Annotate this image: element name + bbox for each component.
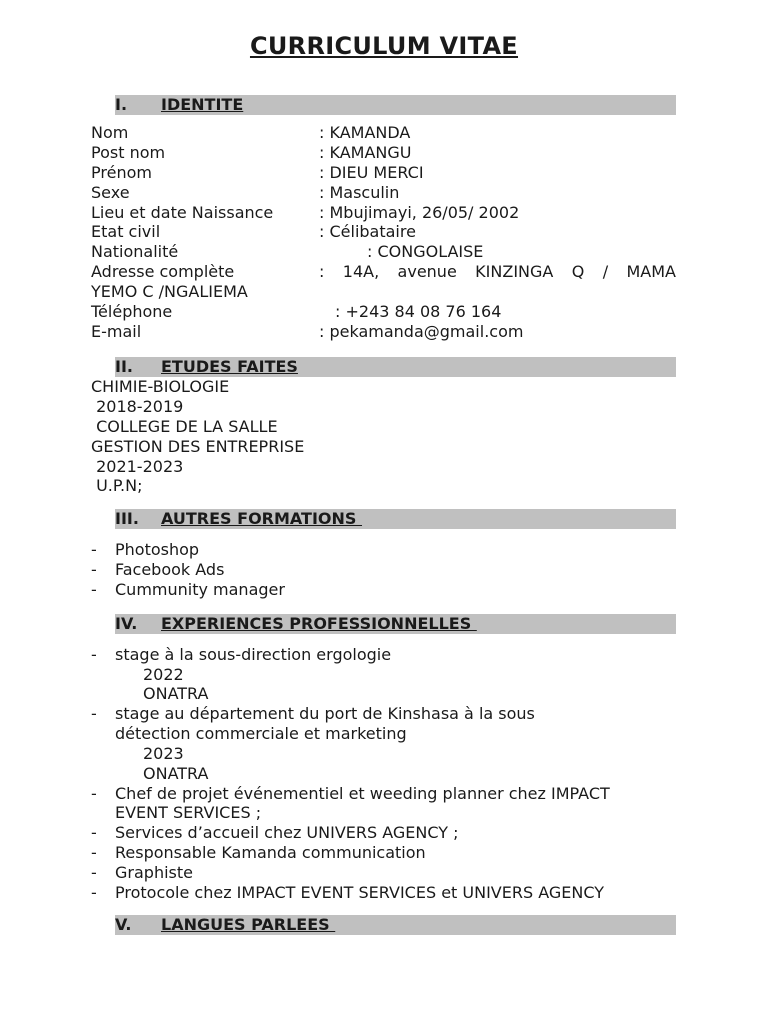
label-adresse: Adresse complète [91,262,235,281]
experience-year: 2022 [143,665,184,684]
experience-item: Protocole chez IMPACT EVENT SERVICES et UNIVERS AGENCY [115,883,605,902]
experience-org: ONATRA [143,764,209,783]
bullet-dash: - [91,540,97,559]
formation-item: Facebook Ads [115,560,225,579]
label-nationalite: Nationalité [91,242,179,261]
label-prenom: Prénom [91,163,152,182]
value-nationalite: : CONGOLAISE [367,242,484,261]
bullet-dash: - [91,863,97,882]
bullet-dash: - [91,883,97,902]
section-number: IV. [115,614,138,633]
section-header-identite [115,95,676,115]
formation-item: Photoshop [115,540,200,559]
label-email: E-mail [91,322,142,341]
etudes-line: 2018-2019 [91,397,184,416]
cv-title: CURRICULUM VITAE [249,32,519,60]
experience-year: 2023 [143,744,184,763]
value-adresse-suite: YEMO C /NGALIEMA [91,282,248,301]
bullet-dash: - [91,823,97,842]
section-number: V. [115,915,132,934]
value-nom: : KAMANDA [319,123,411,142]
experience-org: ONATRA [143,684,209,703]
experience-item: Responsable Kamanda communication [115,843,426,862]
section-title: IDENTITE [161,95,244,114]
experience-item: stage à la sous-direction ergologie [115,645,392,664]
etudes-line: 2021-2023 [91,457,184,476]
value-etat-civil: : Célibataire [319,222,416,241]
value-post-nom: : KAMANGU [319,143,412,162]
section-title: EXPERIENCES PROFESSIONNELLES [161,614,477,633]
section-number: II. [115,357,133,376]
bullet-dash: - [91,645,97,664]
bullet-dash: - [91,560,97,579]
etudes-line: GESTION DES ENTREPRISE [91,437,305,456]
section-title: LANGUES PARLEES [161,915,336,934]
experience-item: Graphiste [115,863,193,882]
etudes-line: COLLEGE DE LA SALLE [91,417,278,436]
label-nom: Nom [91,123,129,142]
section-number: III. [115,509,139,528]
value-sexe: : Masculin [319,183,400,202]
value-email: : pekamanda@gmail.com [319,322,524,341]
section-number: I. [115,95,128,114]
experience-item-cont: EVENT SERVICES ; [115,803,262,822]
experience-item-cont: détection commerciale et marketing [115,724,407,743]
experience-item: stage au département du port de Kinshasa à la sous [115,704,535,723]
section-header-formations [115,509,676,529]
section-title: AUTRES FORMATIONS [161,509,363,528]
value-prenom: : DIEU MERCI [319,163,424,182]
bullet-dash: - [91,704,97,723]
bullet-dash: - [91,580,97,599]
section-title: ETUDES FAITES [161,357,298,376]
label-lieu-date-naissance: Lieu et date Naissance [91,203,274,222]
label-post-nom: Post nom [91,143,166,162]
section-header-experiences [115,614,676,634]
bullet-dash: - [91,843,97,862]
value-lieu-date-naissance: : Mbujimayi, 26/05/ 2002 [319,203,520,222]
label-etat-civil: Etat civil [91,222,161,241]
section-header-etudes [115,357,676,377]
etudes-line: U.P.N; [91,476,143,495]
section-header-langues [115,915,676,935]
experience-item: Chef de projet événementiel et weeding planner chez IMPACT [115,784,610,803]
bullet-dash: - [91,784,97,803]
etudes-line: CHIMIE-BIOLOGIE [91,377,230,396]
experience-item: Services d’accueil chez UNIVERS AGENCY ; [115,823,459,842]
value-telephone: : +243 84 08 76 164 [335,302,502,321]
label-sexe: Sexe [91,183,130,202]
label-telephone: Téléphone [91,302,173,321]
value-adresse: : 14A, avenue KINZINGA Q / MAMA [319,262,676,281]
formation-item: Cummunity manager [115,580,285,599]
